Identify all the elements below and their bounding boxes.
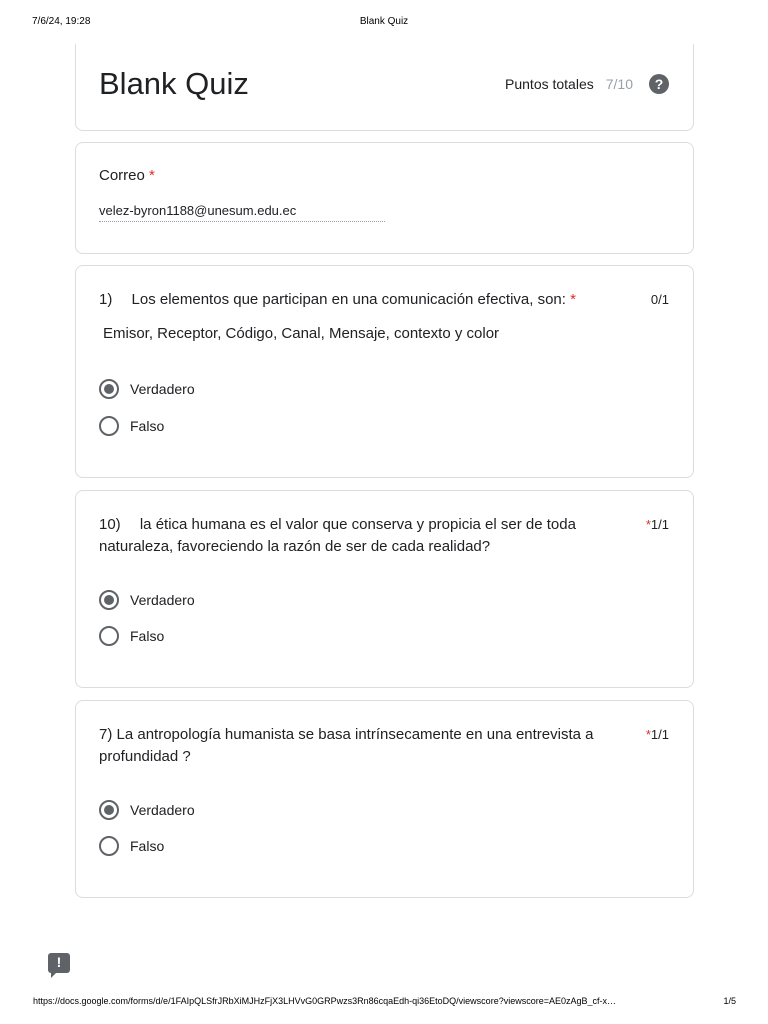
question-text: 1) Los elementos que participan en una comunicación efectiva, son: * bbox=[99, 291, 576, 308]
option-verdadero[interactable] bbox=[99, 800, 195, 820]
question-card bbox=[75, 700, 694, 898]
question-statement: Emisor, Receptor, Código, Canal, Mensaje, contexto y color bbox=[103, 325, 500, 342]
print-url: https://docs.google.com/forms/d/e/1FAIpQLSfrJRbXiMJHzFjX3LHVvG0GRPwzs3Rn86cqaEdh-qi36EtoDQ/viewscore?viewscore=AE0zAgB_cf-x… bbox=[33, 996, 616, 1006]
email-field: velez-byron1188@unesum.edu.ec bbox=[99, 203, 385, 222]
question-card bbox=[75, 490, 694, 688]
print-footer bbox=[0, 996, 768, 1010]
question-mark-icon[interactable]: ? bbox=[649, 74, 669, 94]
option-falso[interactable] bbox=[99, 626, 164, 646]
question-score: 0/1 bbox=[650, 292, 669, 307]
points-label: Puntos totales bbox=[505, 76, 594, 92]
print-title: Blank Quiz bbox=[359, 16, 409, 27]
email-card bbox=[75, 142, 694, 254]
option-label: Verdadero bbox=[130, 592, 195, 608]
quiz-title: Blank Quiz bbox=[99, 66, 249, 101]
option-label: Falso bbox=[130, 628, 165, 644]
option-verdadero[interactable] bbox=[99, 590, 195, 610]
question-text: 7) La antropología humanista se basa intrínsecamente en una entrevista a profundidad ? bbox=[99, 726, 594, 765]
option-label: Verdadero bbox=[130, 381, 195, 397]
total-points bbox=[505, 74, 669, 94]
option-label: Falso bbox=[130, 418, 165, 434]
option-falso[interactable] bbox=[99, 836, 164, 856]
radio-checked-icon[interactable] bbox=[99, 590, 119, 610]
radio-unchecked-icon[interactable] bbox=[99, 626, 119, 646]
quiz-header-card bbox=[75, 44, 694, 131]
feedback-icon[interactable]: ! bbox=[48, 953, 70, 973]
required-mark: * bbox=[645, 727, 651, 742]
radio-checked-icon[interactable] bbox=[99, 800, 119, 820]
question-score: *1/1 bbox=[645, 517, 669, 532]
question-card bbox=[75, 265, 694, 478]
option-label: Verdadero bbox=[130, 802, 195, 818]
radio-checked-icon[interactable] bbox=[99, 379, 119, 399]
question-score: *1/1 bbox=[645, 727, 669, 742]
points-value: 7/10 bbox=[605, 76, 633, 92]
required-mark: * bbox=[570, 291, 576, 308]
option-falso[interactable] bbox=[99, 416, 164, 436]
radio-unchecked-icon[interactable] bbox=[99, 836, 119, 856]
print-date: 7/6/24, 19:28 bbox=[32, 16, 91, 27]
required-mark: * bbox=[645, 517, 651, 532]
question-text: 10) la ética humana es el valor que conserva y propicia el ser de toda naturaleza, favoreciendo la razón de ser de cada realidad? bbox=[99, 516, 576, 555]
print-header bbox=[0, 16, 768, 30]
print-page-number: 1/5 bbox=[723, 996, 736, 1006]
email-label: Correo * bbox=[99, 167, 155, 184]
radio-unchecked-icon[interactable] bbox=[99, 416, 119, 436]
option-verdadero[interactable] bbox=[99, 379, 195, 399]
required-mark: * bbox=[149, 167, 155, 184]
option-label: Falso bbox=[130, 838, 165, 854]
